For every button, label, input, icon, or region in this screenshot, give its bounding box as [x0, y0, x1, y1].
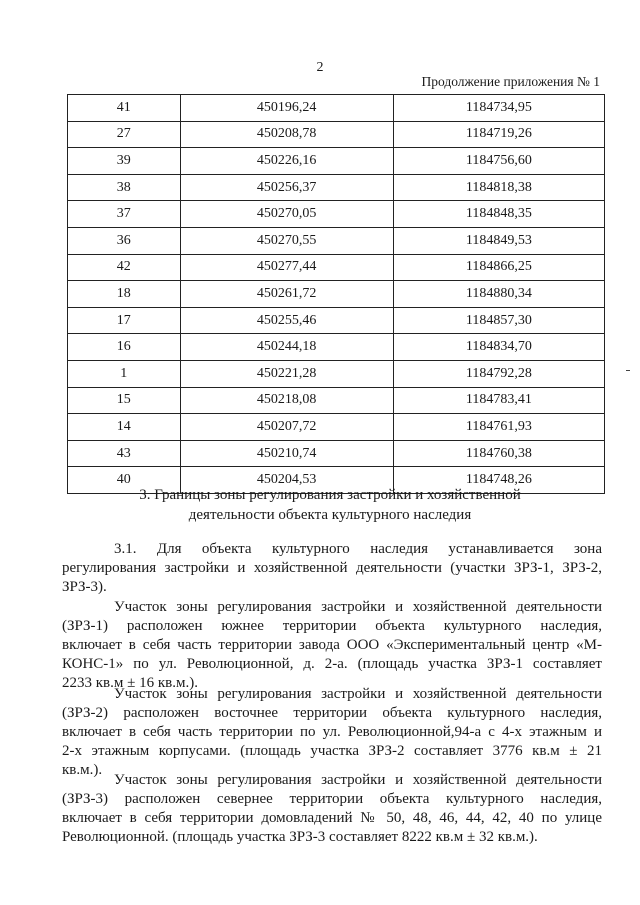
x-coordinate-cell: 450277,44 — [180, 254, 393, 281]
section-title-line: 3. Границы зоны регулирования застройки и хозяйственной — [139, 487, 521, 503]
paragraph-line: 2-х этажным корпусами. (площадь участка ЗРЗ-2 составляет 3776 кв.м ± 21 — [62, 743, 602, 759]
y-coordinate-cell: 1184866,25 — [393, 254, 604, 281]
table-row — [68, 227, 605, 254]
table-row — [68, 360, 605, 387]
paragraph-3-1 — [62, 540, 602, 597]
coordinates-table — [67, 94, 605, 494]
y-coordinate-cell: 1184849,53 — [393, 227, 604, 254]
paragraph-zrz-3 — [62, 771, 602, 847]
point-number-cell: 14 — [68, 414, 181, 441]
paragraph-line: Участок зоны регулирования застройки и хозяйственной деятельности — [114, 599, 602, 615]
point-number-cell: 15 — [68, 387, 181, 414]
point-number-cell: 38 — [68, 174, 181, 201]
y-coordinate-cell: 1184818,38 — [393, 174, 604, 201]
x-coordinate-cell: 450226,16 — [180, 148, 393, 175]
table-row — [68, 387, 605, 414]
point-number-cell: 18 — [68, 281, 181, 308]
point-number-cell: 41 — [68, 95, 181, 122]
y-coordinate-cell: 1184761,93 — [393, 414, 604, 441]
point-number-cell: 27 — [68, 121, 181, 148]
section-title — [60, 485, 600, 525]
paragraph-line: кв.м.). — [62, 762, 103, 778]
x-coordinate-cell: 450208,78 — [180, 121, 393, 148]
y-coordinate-cell: 1184880,34 — [393, 281, 604, 308]
paragraph-line: (ЗРЗ-2) расположен восточнее территории объекта культурного наследия, — [62, 705, 602, 721]
x-coordinate-cell: 450207,72 — [180, 414, 393, 441]
y-coordinate-cell: 1184719,26 — [393, 121, 604, 148]
paragraph-line: (ЗРЗ-1) расположен южнее территории объекта культурного наследия, — [62, 618, 602, 634]
paragraph-line: КОНС-1» по ул. Революционной, д. 2-а. (площадь участка ЗРЗ-1 составляет — [62, 656, 602, 672]
x-coordinate-cell: 450244,18 — [180, 334, 393, 361]
appendix-continuation-label: Продолжение приложения № 1 — [421, 74, 600, 89]
point-number-cell: 43 — [68, 440, 181, 467]
margin-mark — [626, 370, 630, 371]
paragraph-line: 2233 кв.м ± 16 кв.м.). — [62, 675, 198, 691]
paragraph-line: включает в себя часть территории по ул. Революционной,94-а с 4-х этажным и — [62, 724, 602, 740]
page-number: 2 — [316, 60, 324, 75]
point-number-cell: 40 — [68, 467, 181, 494]
table-row — [68, 440, 605, 467]
y-coordinate-cell: 1184857,30 — [393, 307, 604, 334]
paragraph-line: ЗРЗ-3). — [62, 579, 107, 595]
x-coordinate-cell: 450261,72 — [180, 281, 393, 308]
point-number-cell: 36 — [68, 227, 181, 254]
x-coordinate-cell: 450221,28 — [180, 360, 393, 387]
y-coordinate-cell: 1184760,38 — [393, 440, 604, 467]
y-coordinate-cell: 1184834,70 — [393, 334, 604, 361]
point-number-cell: 42 — [68, 254, 181, 281]
table-row — [68, 307, 605, 334]
point-number-cell: 17 — [68, 307, 181, 334]
table-row — [68, 414, 605, 441]
paragraph-zrz-2 — [62, 685, 602, 780]
paragraph-line: Революционной. (площадь участка ЗРЗ-3 составляет 8222 кв.м ± 32 кв.м.). — [62, 829, 538, 845]
table-row — [68, 281, 605, 308]
paragraph-line: включает в себя часть территории завода ООО «Экспериментальный центр «М- — [62, 637, 602, 653]
table-row — [68, 254, 605, 281]
paragraph-line: (ЗРЗ-3) расположен севернее территории объекта культурного наследия, — [62, 791, 602, 807]
paragraph-line: включает в себя территории домовладений № 50, 48, 46, 44, 42, 40 по улице — [62, 810, 602, 826]
x-coordinate-cell: 450210,74 — [180, 440, 393, 467]
point-number-cell: 37 — [68, 201, 181, 228]
x-coordinate-cell: 450270,55 — [180, 227, 393, 254]
y-coordinate-cell: 1184848,35 — [393, 201, 604, 228]
x-coordinate-cell: 450196,24 — [180, 95, 393, 122]
x-coordinate-cell: 450256,37 — [180, 174, 393, 201]
section-title-line: деятельности объекта культурного наследия — [188, 507, 472, 523]
x-coordinate-cell: 450270,05 — [180, 201, 393, 228]
x-coordinate-cell: 450204,53 — [180, 467, 393, 494]
y-coordinate-cell: 1184734,95 — [393, 95, 604, 122]
y-coordinate-cell: 1184783,41 — [393, 387, 604, 414]
table-row — [68, 201, 605, 228]
paragraph-line: 3.1. Для объекта культурного наследия устанавливается зона — [114, 541, 602, 557]
point-number-cell: 39 — [68, 148, 181, 175]
x-coordinate-cell: 450218,08 — [180, 387, 393, 414]
x-coordinate-cell: 450255,46 — [180, 307, 393, 334]
paragraph-zrz-1 — [62, 598, 602, 693]
table-row — [68, 174, 605, 201]
paragraph-line: регулирования застройки и хозяйственной деятельности (участки ЗРЗ-1, ЗРЗ-2, — [62, 560, 602, 576]
table-row — [68, 334, 605, 361]
y-coordinate-cell: 1184748,26 — [393, 467, 604, 494]
y-coordinate-cell: 1184792,28 — [393, 360, 604, 387]
y-coordinate-cell: 1184756,60 — [393, 148, 604, 175]
paragraph-line: Участок зоны регулирования застройки и хозяйственной деятельности — [114, 686, 602, 702]
table-row — [68, 121, 605, 148]
table-row — [68, 95, 605, 122]
paragraph-line: Участок зоны регулирования застройки и хозяйственной деятельности — [114, 772, 602, 788]
point-number-cell: 16 — [68, 334, 181, 361]
table-row — [68, 148, 605, 175]
point-number-cell: 1 — [68, 360, 181, 387]
